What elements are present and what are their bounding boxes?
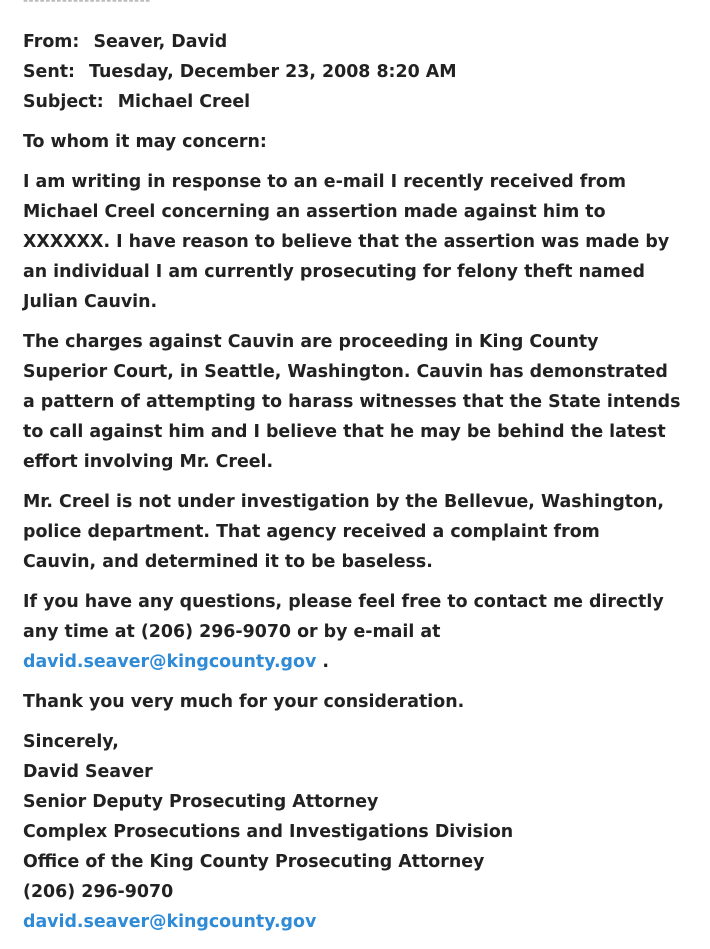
paragraph-end-period: . (316, 652, 329, 672)
thanks-line: Thank you very much for your consideration. (23, 692, 465, 712)
signature-email-row (23, 907, 703, 937)
signature-phone: (206) 296-9070 (23, 882, 174, 902)
signature-name: David Seaver (23, 762, 153, 782)
paragraph-3 (23, 487, 703, 577)
from-row (23, 27, 703, 57)
from-value: Seaver, David (93, 32, 228, 52)
paragraph-line: XXXXXX. I have reason to believe that the assertion was made by (23, 232, 670, 252)
paragraph-line: to call against him and I believe that he may be behind the latest (23, 422, 666, 442)
paragraph-line-email (23, 647, 703, 677)
paragraph-line: I am writing in response to an e-mail I recently received from (23, 172, 626, 192)
subject-label: Subject: (23, 92, 104, 112)
salutation: To whom it may concern: (23, 132, 267, 152)
from-label: From: (23, 32, 80, 52)
paragraph-line: any time at (206) 296-9070 or by e-mail at (23, 622, 441, 642)
sent-label: Sent: (23, 62, 75, 82)
paragraph-4 (23, 587, 703, 677)
paragraph-line: If you have any questions, please feel free to contact me directly (23, 592, 664, 612)
paragraph-line: an individual I am currently prosecuting for felony theft named (23, 262, 645, 282)
paragraph-line: Cauvin, and determined it to be baseless. (23, 552, 433, 572)
sent-row (23, 57, 703, 87)
signature-block (23, 727, 703, 937)
email-document (23, 0, 703, 937)
signature-title: Senior Deputy Prosecuting Attorney (23, 792, 379, 812)
paragraph-line: Mr. Creel is not under investigation by the Bellevue, Washington, (23, 492, 665, 512)
paragraph-line: Michael Creel concerning an assertion made against him to (23, 202, 606, 222)
paragraph-line: Superior Court, in Seattle, Washington. Cauvin has demonstrated (23, 362, 668, 382)
email-header (23, 27, 703, 117)
contact-email-link[interactable]: david.seaver@kingcounty.gov (23, 652, 317, 672)
paragraph-line: a pattern of attempting to harass witnesses that the State intends (23, 392, 681, 412)
paragraph-2 (23, 327, 703, 477)
paragraph-1 (23, 167, 703, 317)
separator-line: ----------------------- (23, 0, 151, 9)
paragraph-line: effort involving Mr. Creel. (23, 452, 274, 472)
paragraph-line: police department. That agency received a complaint from (23, 522, 600, 542)
paragraph-line: The charges against Cauvin are proceeding in King County (23, 332, 599, 352)
signature-email-link[interactable]: david.seaver@kingcounty.gov (23, 912, 317, 932)
signature-office: Office of the King County Prosecuting Attorney (23, 852, 485, 872)
subject-value: Michael Creel (117, 92, 251, 112)
signature-division: Complex Prosecutions and Investigations Division (23, 822, 514, 842)
subject-row (23, 87, 703, 117)
signature-closing: Sincerely, (23, 732, 119, 752)
sent-value: Tuesday, December 23, 2008 8:20 AM (89, 62, 457, 82)
paragraph-line: Julian Cauvin. (23, 292, 158, 312)
